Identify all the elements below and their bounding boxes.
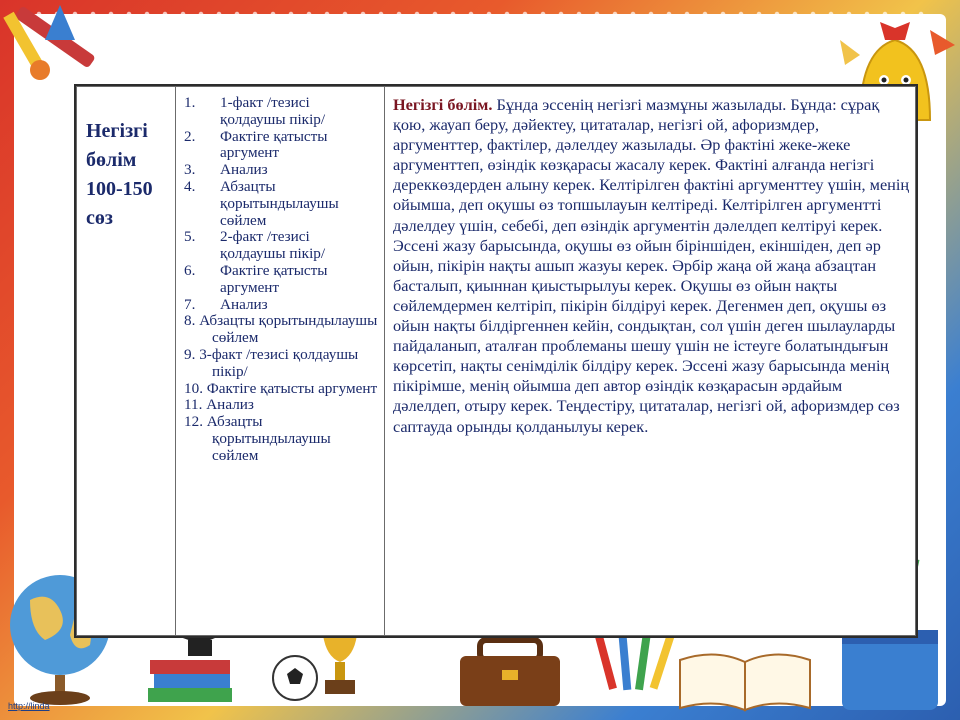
credit-link[interactable]: http://linda [8,701,50,711]
list-item-number: 4. [184,177,196,195]
list-item [184,179,378,229]
list-item [184,347,378,381]
content-sheet [76,86,916,636]
list-item-text: Абзацты қорытындылаушы сөйлем [220,177,339,229]
list-item [184,381,378,398]
word-count-line: 100-150 [86,178,153,200]
briefcase-illustration [440,630,580,710]
list-item-text: 2-факт /тезисі қолдаушы пікір/ [220,228,326,263]
table-row [77,87,916,636]
section-title-line: бөлім [86,149,137,171]
word-count-unit: сөз [86,207,113,229]
list-item [184,297,378,314]
list-item-number: 10. [184,379,203,397]
description-body: Бұнда эссенің негізгі мазмұны жазылады. Бұнда: сұрақ қою, жауап беру, дәйектеу, цитаталар, негізгі ой, афоризмдер, аргументтер, фактілер, дәлелдеу жазылады. Әр фактіні жеке-жеке аргументтеп, өзіндік көзқарасы жасалу керек. Фактіні алғанда негізгі дереккөздерден алыну керек. Келтірілген фактіні аргументтеу үшін, менің ойымша, деп оқушы өз топшылауын келтіреді. Келтірілген аргументті дәлелдеу үшін, себебі, деп өзіндік аргументін дәлелдеп келтіруі керек. Эссені жазу барысында, оқушы өз ойын біріншіден, екіншіден, деп әр ойын, пікірін нақты ашып жазуы керек. Әрбір жаңа ой жаңа абзацтан басталып, қиыннан қиыстырылуы керек. Оқушы өз ойын нақты сөйлемдермен келтіріп, пікірін білдіруі керек. Дегенмен деп, оқушы өз ойын нақты білдіргеннен кейін, сондықтан, сол үшін деген шылауларды пайдаланып, аталған проблеманы шешу үшін не істеуге болатындығын көрсетіп, нақты сенімділік білдіру керек. Эссені жазу барысында менің пікірімше, менің ойымша деп автор өзіндік көзқарасын әрдайым дәлелдеп, отыру керек. Теңдестіру, цитаталар, негізгі ой, афоризмдер сөз саптауда орынды қолданылуы керек. [393,95,910,436]
essay-structure-table [76,86,916,636]
list-item-number: 8. [184,312,196,330]
structure-list [176,87,384,465]
list-item [184,95,378,129]
description-cell [385,87,916,636]
list-item-text: Абзацты қорытындылаушы сөйлем [206,413,331,464]
list-item [184,263,378,297]
list-item-text: 3-факт /тезисі қолдаушы пікір/ [199,345,359,380]
list-item-number: 6. [184,261,196,279]
list-item-text: Анализ [206,396,254,414]
list-item-number: 1. [184,94,196,111]
list-item [184,397,378,414]
list-item-text: Фактіге қатысты аргумент [220,261,328,296]
list-item-text: 1-факт /тезисі қолдаушы пікір/ [220,94,326,128]
description-text [385,87,915,437]
section-title-line: Негізгі [86,120,148,142]
list-item [184,229,378,263]
list-item-number: 12. [184,413,203,431]
structure-list-cell [176,87,385,636]
list-item-number: 11. [184,396,203,414]
list-item-text: Анализ [220,161,268,179]
list-item-number: 3. [184,161,196,179]
list-item-text: Абзацты қорытындылаушы сөйлем [199,312,378,347]
list-item-text: Анализ [220,295,268,313]
section-title-cell [77,87,176,636]
list-item-number: 2. [184,127,196,145]
list-item-number: 7. [184,295,196,313]
list-item [184,129,378,163]
list-item [184,414,378,464]
list-item [184,162,378,179]
list-item-number: 9. [184,345,196,363]
open-book-illustration [670,640,820,716]
section-title [77,87,175,233]
list-item [184,313,378,347]
description-heading: Негізгі бөлім. [393,95,493,114]
list-item-text: Фактіге қатысты аргумент [206,379,378,397]
list-item-number: 5. [184,228,196,246]
list-item-text: Фактіге қатысты аргумент [220,127,328,162]
